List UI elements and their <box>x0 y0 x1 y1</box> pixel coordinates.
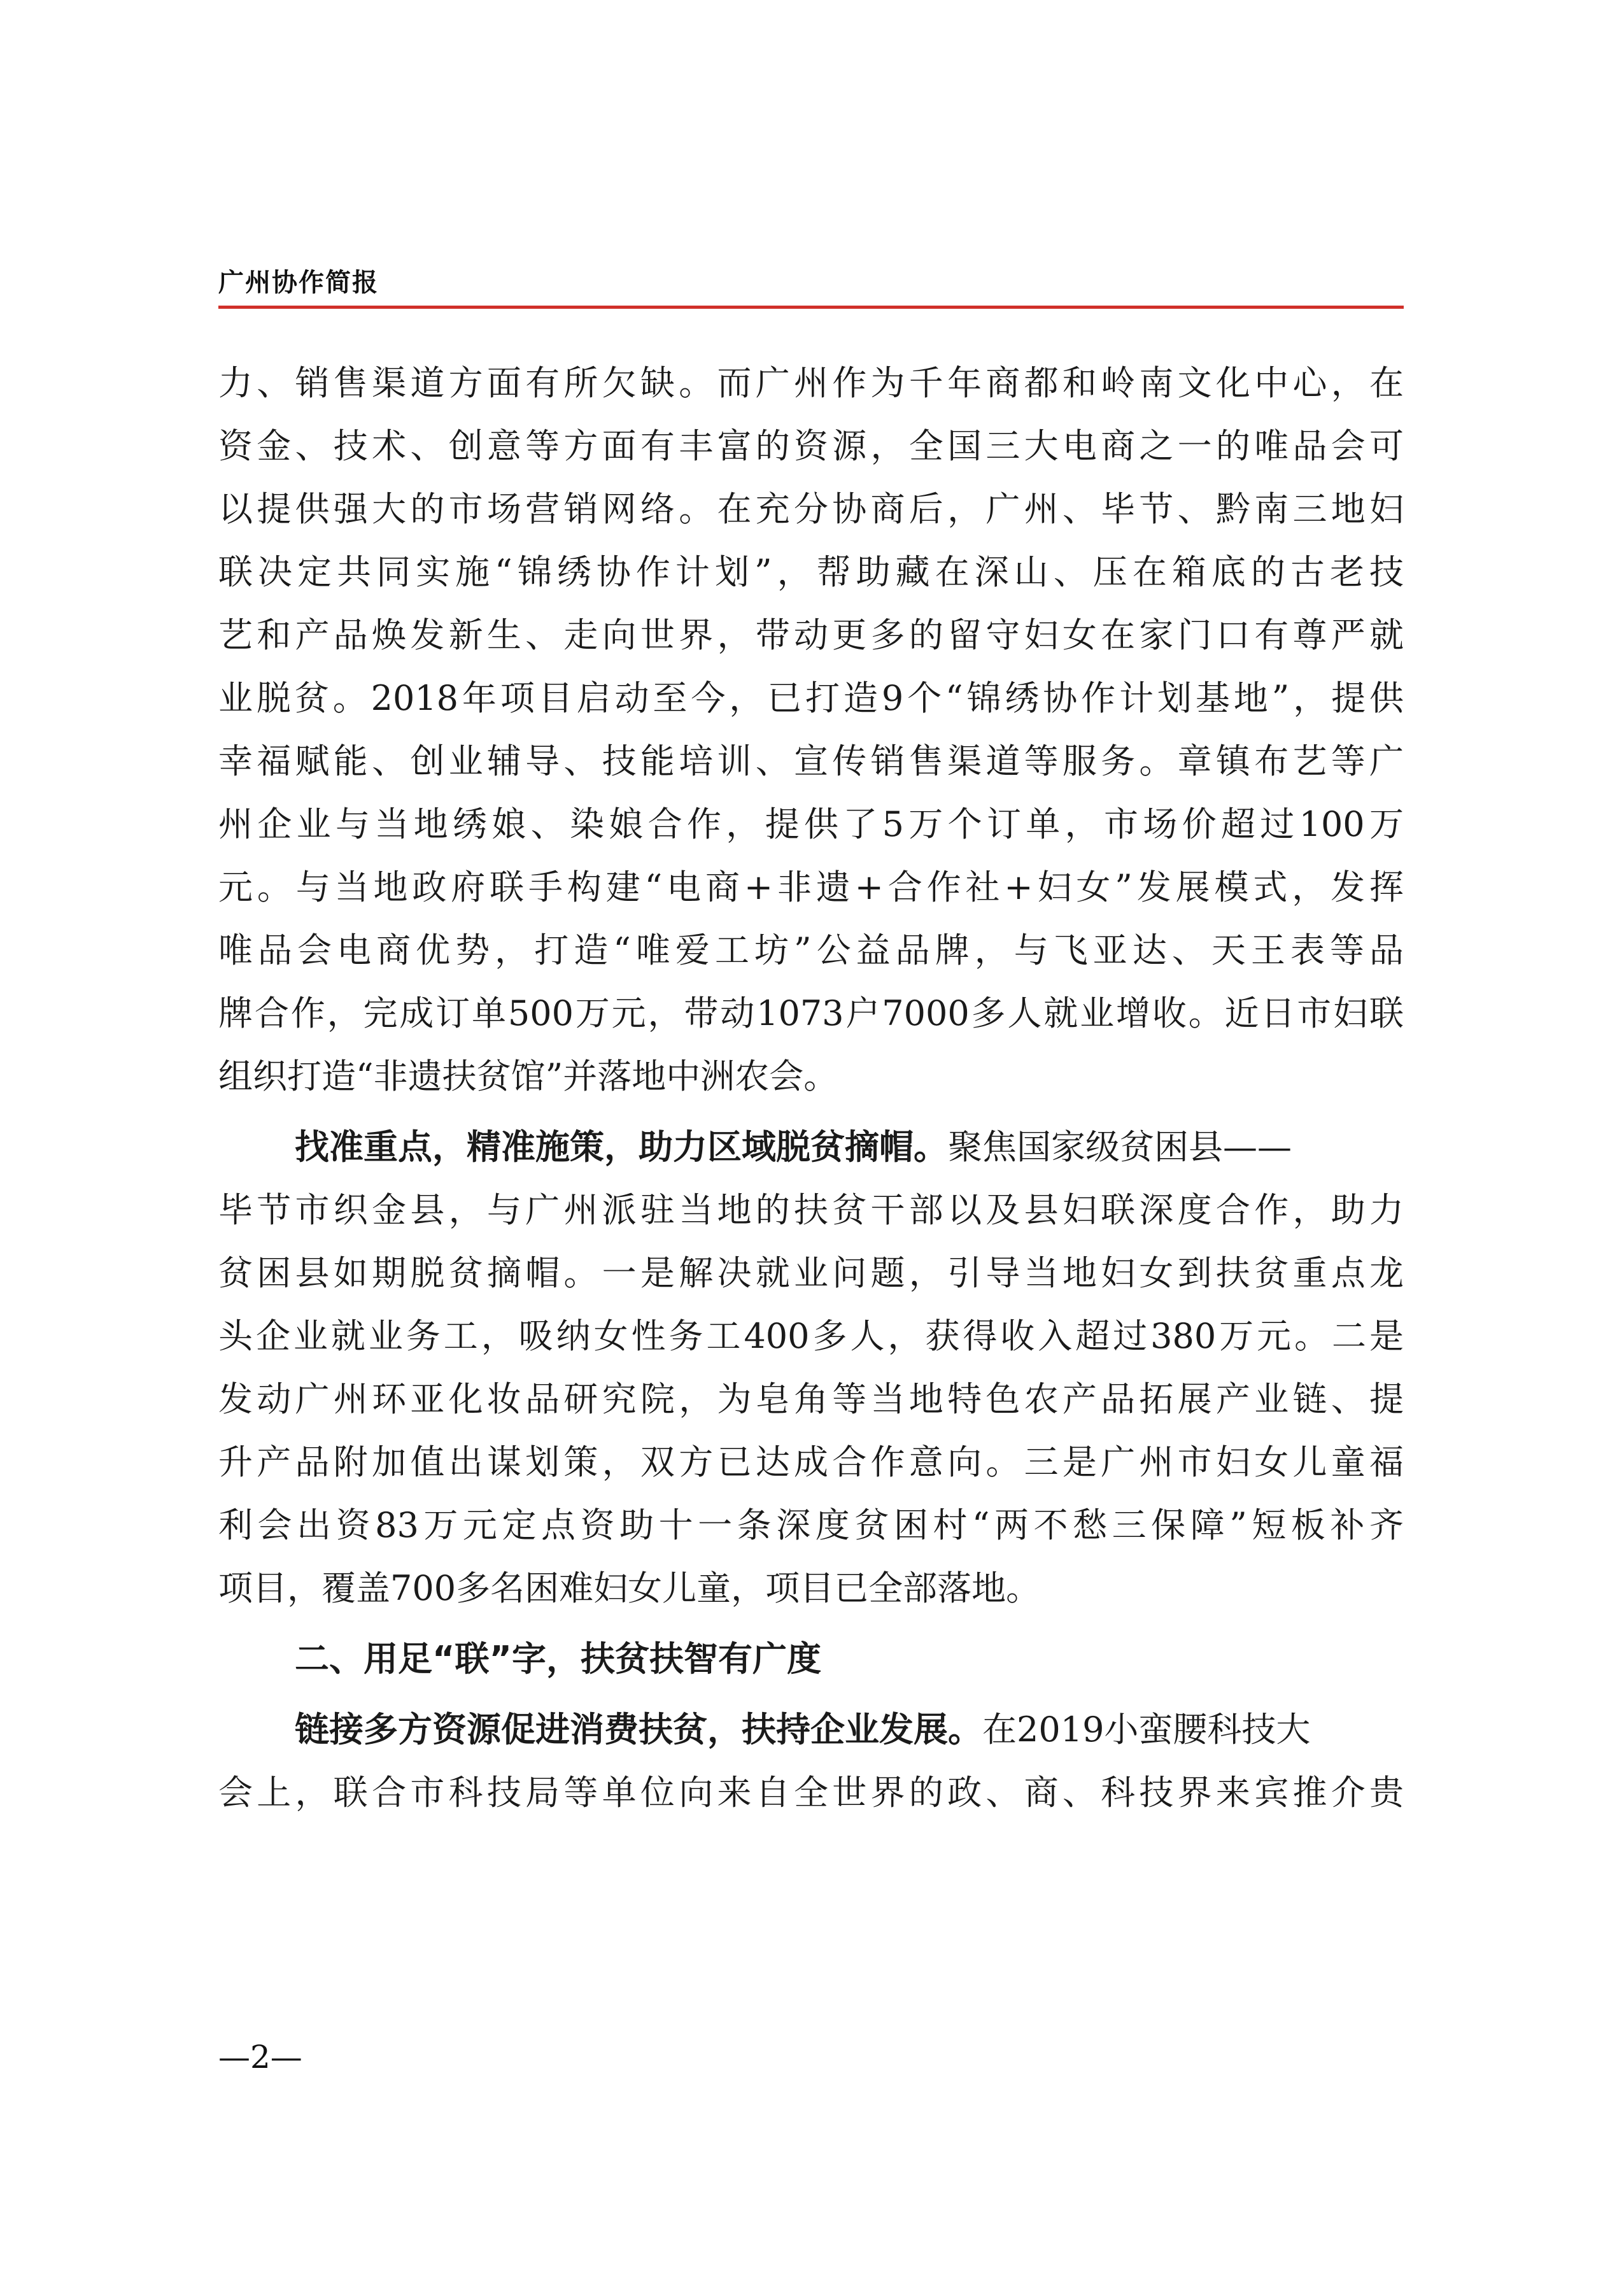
paragraph-line: 组织打造“非遗扶贫馆”并落地中洲农会。 <box>218 1056 838 1096</box>
page-number: —2— <box>218 2039 302 2076</box>
paragraph-line: 元。与当地政府联手构建“电商+非遗+合作社+妇女”发展模式，发挥 <box>218 867 1404 907</box>
body-text <box>218 351 1404 1824</box>
paragraph-line: 升产品附加值出谋划策，双方已达成合作意向。三是广州市妇女儿童福 <box>218 1442 1404 1482</box>
paragraph-line: 发动广州环亚化妆品研究院，为皂角等当地特色农产品拓展产业链、提 <box>218 1379 1404 1419</box>
paragraph-line: 贫困县如期脱贫摘帽。一是解决就业问题，引导当地妇女到扶贫重点龙 <box>218 1253 1404 1293</box>
paragraph-lead-bold: 链接多方资源促进消费扶贫，扶持企业发展。 <box>295 1709 982 1750</box>
paragraph-line: 资金、技术、创意等方面有丰富的资源，全国三大电商之一的唯品会可 <box>218 426 1404 466</box>
paragraph-line: 州企业与当地绣娘、染娘合作，提供了5万个订单，市场价超过100万 <box>218 804 1404 844</box>
paragraph-lead-line <box>218 1115 1404 1178</box>
paragraph-line: 会上，联合市科技局等单位向来自全世界的政、商、科技界来宾推介贵 <box>218 1772 1404 1813</box>
paragraph-line: 利会出资83万元定点资助十一条深度贫困村“两不愁三保障”短板补齐 <box>218 1505 1404 1545</box>
paragraph-line: 力、销售渠道方面有所欠缺。而广州作为千年商都和岭南文化中心，在 <box>218 363 1404 403</box>
paragraph-lead-rest: 聚焦国家级贫困县—— <box>948 1127 1292 1167</box>
paragraph-lead-bold: 找准重点，精准施策，助力区域脱贫摘帽。 <box>295 1126 948 1167</box>
paragraph-line: 业脱贫。2018年项目启动至今，已打造9个“锦绣协作计划基地”，提供 <box>218 678 1404 718</box>
paragraph-line: 联决定共同实施“锦绣协作计划”，帮助藏在深山、压在箱底的古老技 <box>218 552 1404 592</box>
paragraph-line: 艺和产品焕发新生、走向世界，带动更多的留守妇女在家门口有尊严就 <box>218 615 1404 655</box>
paragraph-line: 毕节市织金县，与广州派驻当地的扶贫干部以及县妇联深度合作，助力 <box>218 1190 1404 1230</box>
paragraph-line: 头企业就业务工，吸纳女性务工400多人，获得收入超过380万元。二是 <box>218 1316 1404 1356</box>
paragraph-lead-rest: 在2019小蛮腰科技大 <box>982 1709 1311 1750</box>
paragraph-line: 唯品会电商优势，打造“唯爱工坊”公益品牌，与飞亚达、天王表等品 <box>218 930 1404 970</box>
paragraph-line: 项目，覆盖700多名困难妇女儿童，项目已全部落地。 <box>218 1568 1041 1608</box>
paragraph-lead-line <box>218 1698 1404 1761</box>
section-heading: 二、用足“联”字，扶贫扶智有广度 <box>295 1639 821 1679</box>
paragraph-line: 以提供强大的市场营销网络。在充分协商后，广州、毕节、黔南三地妇 <box>218 489 1404 529</box>
paragraph-line: 牌合作，完成订单500万元，带动1073户7000多人就业增收。近日市妇联 <box>218 993 1404 1033</box>
header-rule <box>218 306 1404 309</box>
paragraph-line: 幸福赋能、创业辅导、技能培训、宣传销售渠道等服务。章镇布艺等广 <box>218 741 1404 781</box>
publication-title: 广州协作简报 <box>218 268 379 297</box>
